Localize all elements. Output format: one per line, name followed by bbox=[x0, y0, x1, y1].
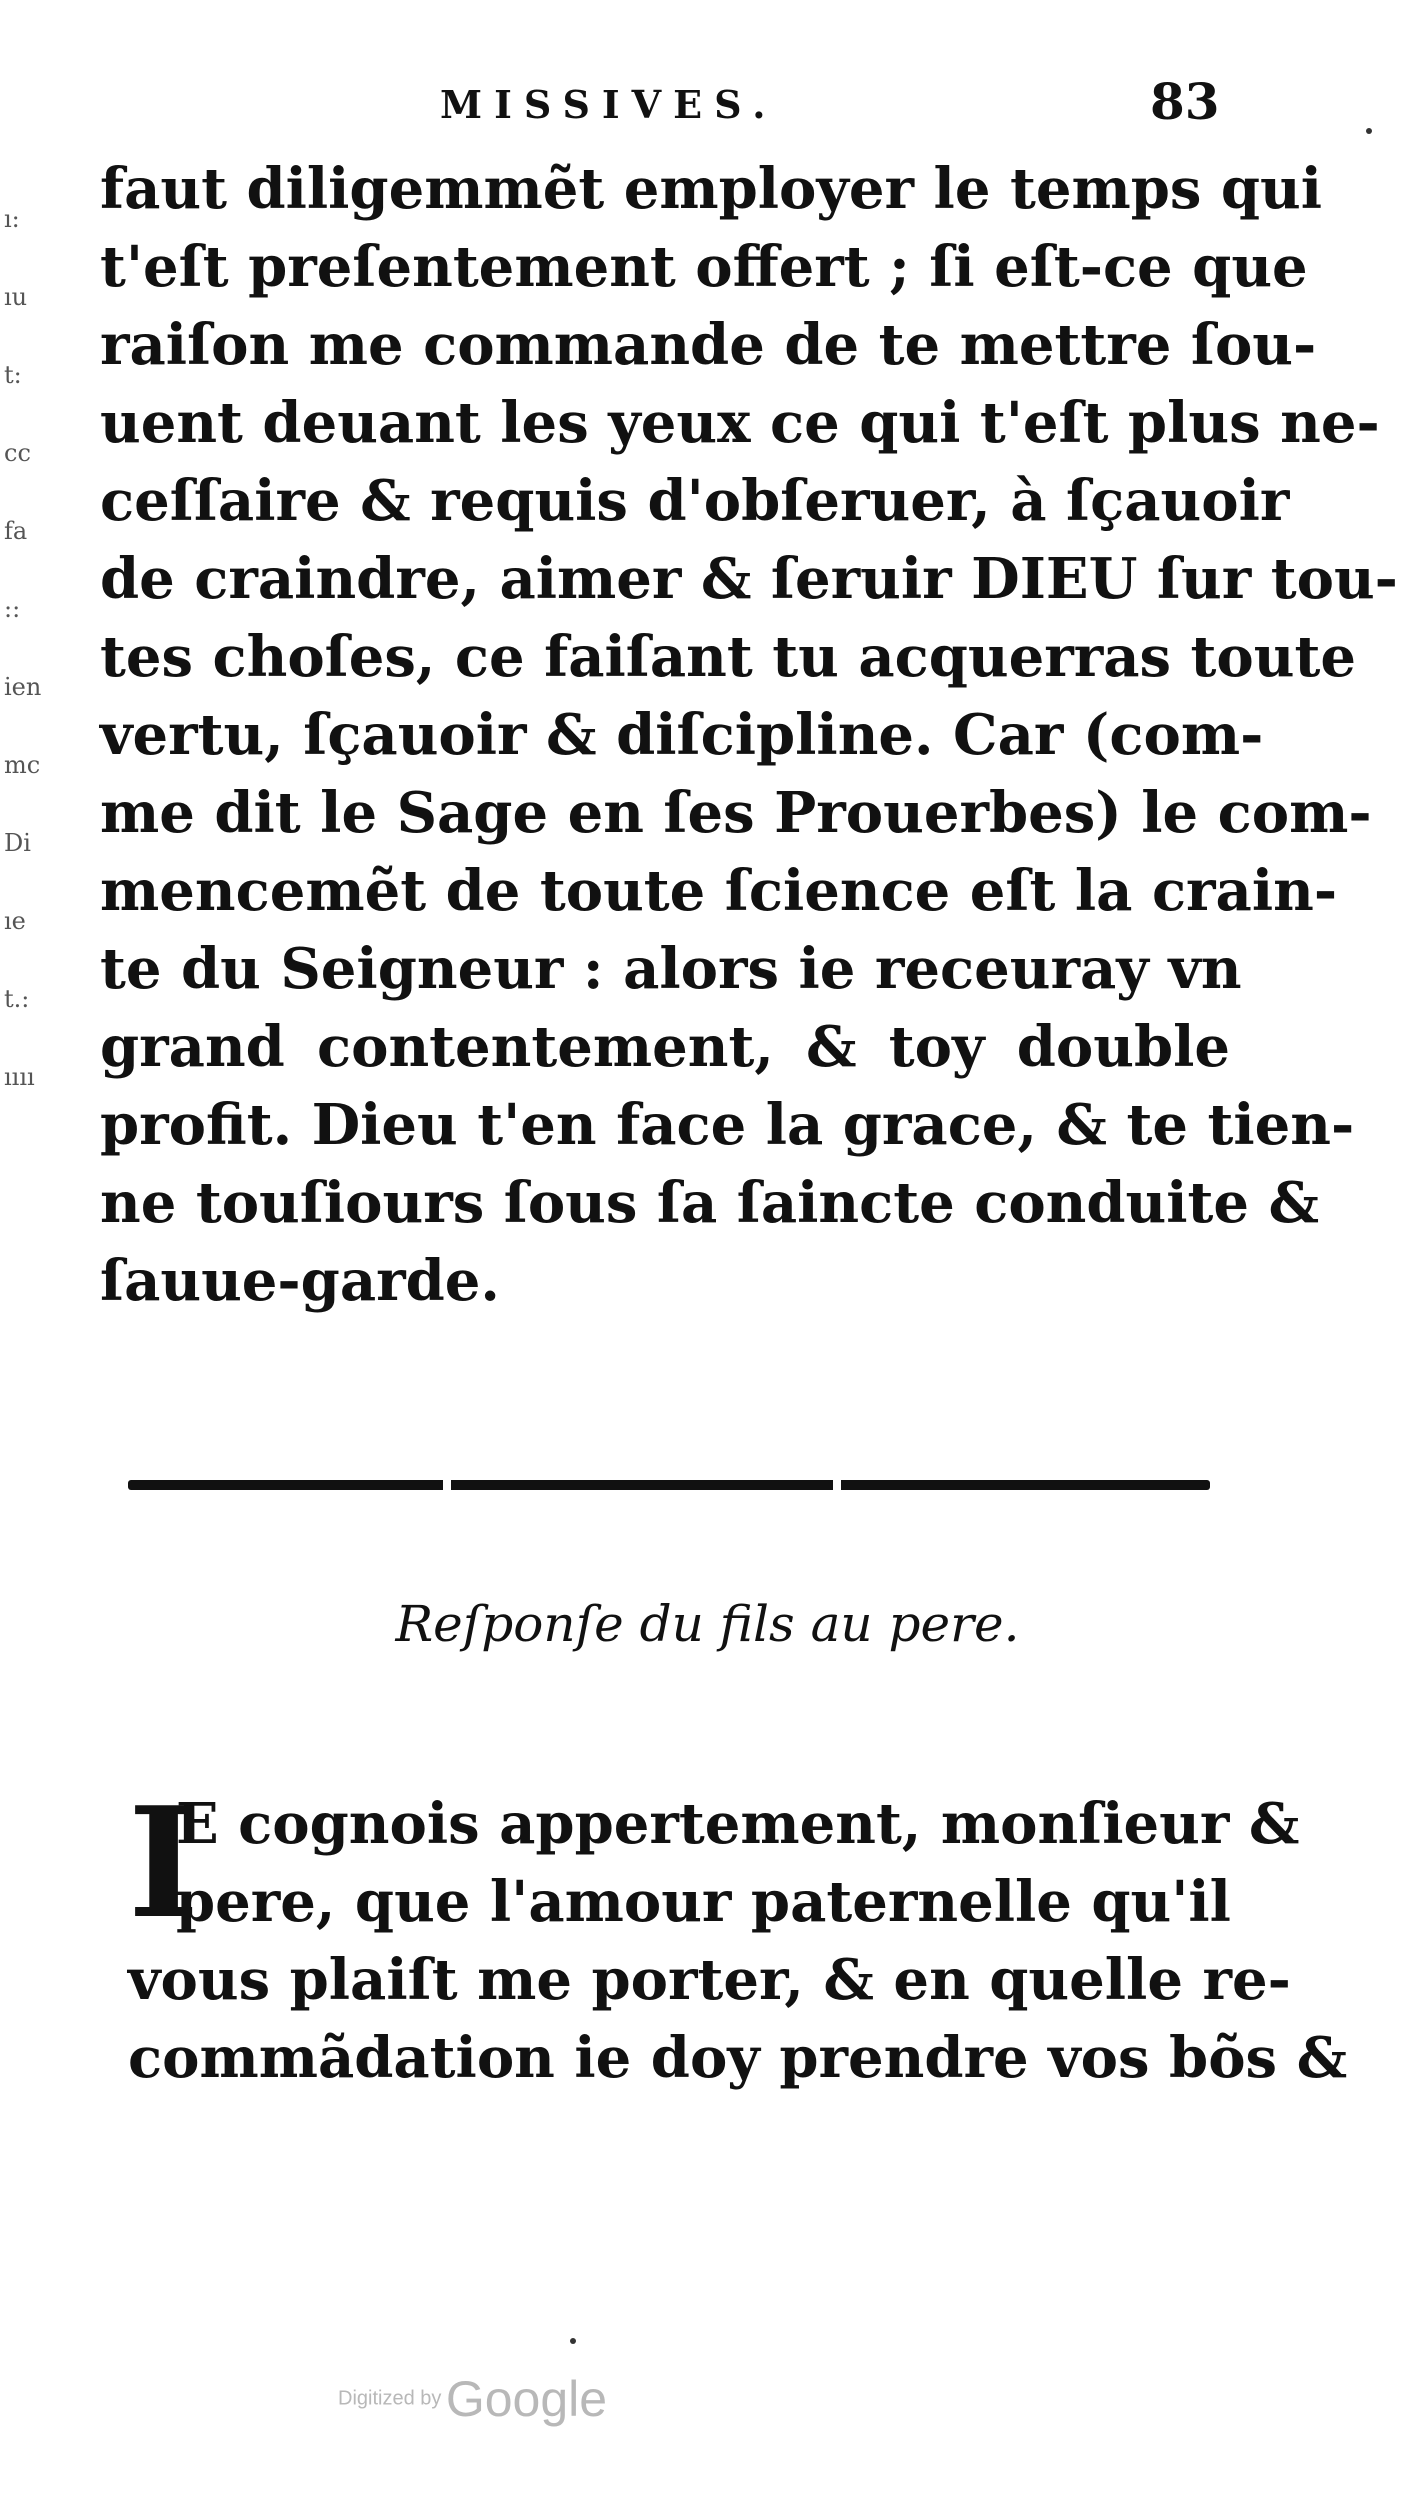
text-line: ceſſaire & requis d'obſeruer, à ſçauoir bbox=[100, 468, 1290, 534]
margin-mark: fa bbox=[4, 517, 28, 545]
page-number: 83 bbox=[1150, 72, 1220, 131]
text-line: commãdation ie doy prendre vos bõs & bbox=[128, 2025, 1348, 2091]
section-divider-rule bbox=[128, 1480, 1210, 1490]
text-line: raiſon me commande de te mettre ſou- bbox=[100, 312, 1317, 378]
text-line: t'eſt preſentement offert ; ſi eſt-ce que bbox=[100, 234, 1308, 300]
text-line: de craindre, aimer & ſeruir DIEU ſur tou- bbox=[100, 546, 1398, 612]
drop-cap: I bbox=[128, 1773, 200, 1952]
margin-mark: ı: bbox=[4, 205, 20, 233]
text-line: faut diligemmẽt employer le temps qui bbox=[100, 156, 1323, 222]
margin-mark: ien bbox=[4, 673, 42, 701]
margin-mark: ıııı bbox=[4, 1063, 35, 1091]
watermark-brand: Google bbox=[445, 2371, 608, 2427]
ink-speck bbox=[1366, 128, 1372, 134]
adjacent-page-margin bbox=[4, 180, 48, 1116]
margin-mark: :: bbox=[4, 595, 21, 623]
margin-mark: mc bbox=[4, 751, 41, 779]
margin-mark: ıu bbox=[4, 283, 28, 311]
text-line: tes choſes, ce faiſant tu acquerras toute bbox=[100, 624, 1356, 690]
text-line: vous plaiſt me porter, & en quelle re- bbox=[128, 1947, 1291, 2013]
text-line: me dit le Sage en ſes Prouerbes) le com- bbox=[100, 780, 1372, 846]
text-line: vertu, ſçauoir & diſcipline. Car (com- bbox=[100, 702, 1264, 768]
margin-mark: ıe bbox=[4, 907, 26, 935]
text-line: ſauue-garde. bbox=[100, 1248, 500, 1314]
text-line: te du Seigneur : alors ie receuray vn bbox=[100, 936, 1242, 1002]
margin-mark: t: bbox=[4, 361, 22, 389]
text-line: ne touſiours ſous ſa ſaincte conduite & bbox=[100, 1170, 1320, 1236]
section-heading: Reſponſe du fils au pere. bbox=[395, 1595, 1020, 1653]
margin-mark: t.: bbox=[4, 985, 30, 1013]
letter-body bbox=[100, 150, 1398, 1320]
text-line: mencemẽt de toute ſcience eſt la crain- bbox=[100, 858, 1338, 924]
digitized-watermark bbox=[338, 2370, 607, 2428]
margin-mark: cc bbox=[4, 439, 31, 467]
running-title: MISSIVES. bbox=[440, 82, 778, 127]
margin-mark: Di bbox=[4, 829, 31, 857]
reply-body bbox=[128, 1773, 1348, 2097]
ink-speck bbox=[570, 2338, 576, 2344]
text-line: E cognois appertement, monſieur & bbox=[176, 1791, 1300, 1857]
text-line: uent deuant les yeux ce qui t'eſt plus ne- bbox=[100, 390, 1380, 456]
text-line: grand contentement, & toy double bbox=[100, 1014, 1230, 1080]
text-line: profit. Dieu t'en face la grace, & te tien- bbox=[100, 1092, 1355, 1158]
text-line: pere, que l'amour paternelle qu'il bbox=[176, 1869, 1231, 1935]
watermark-prefix: Digitized by bbox=[338, 2387, 442, 2410]
